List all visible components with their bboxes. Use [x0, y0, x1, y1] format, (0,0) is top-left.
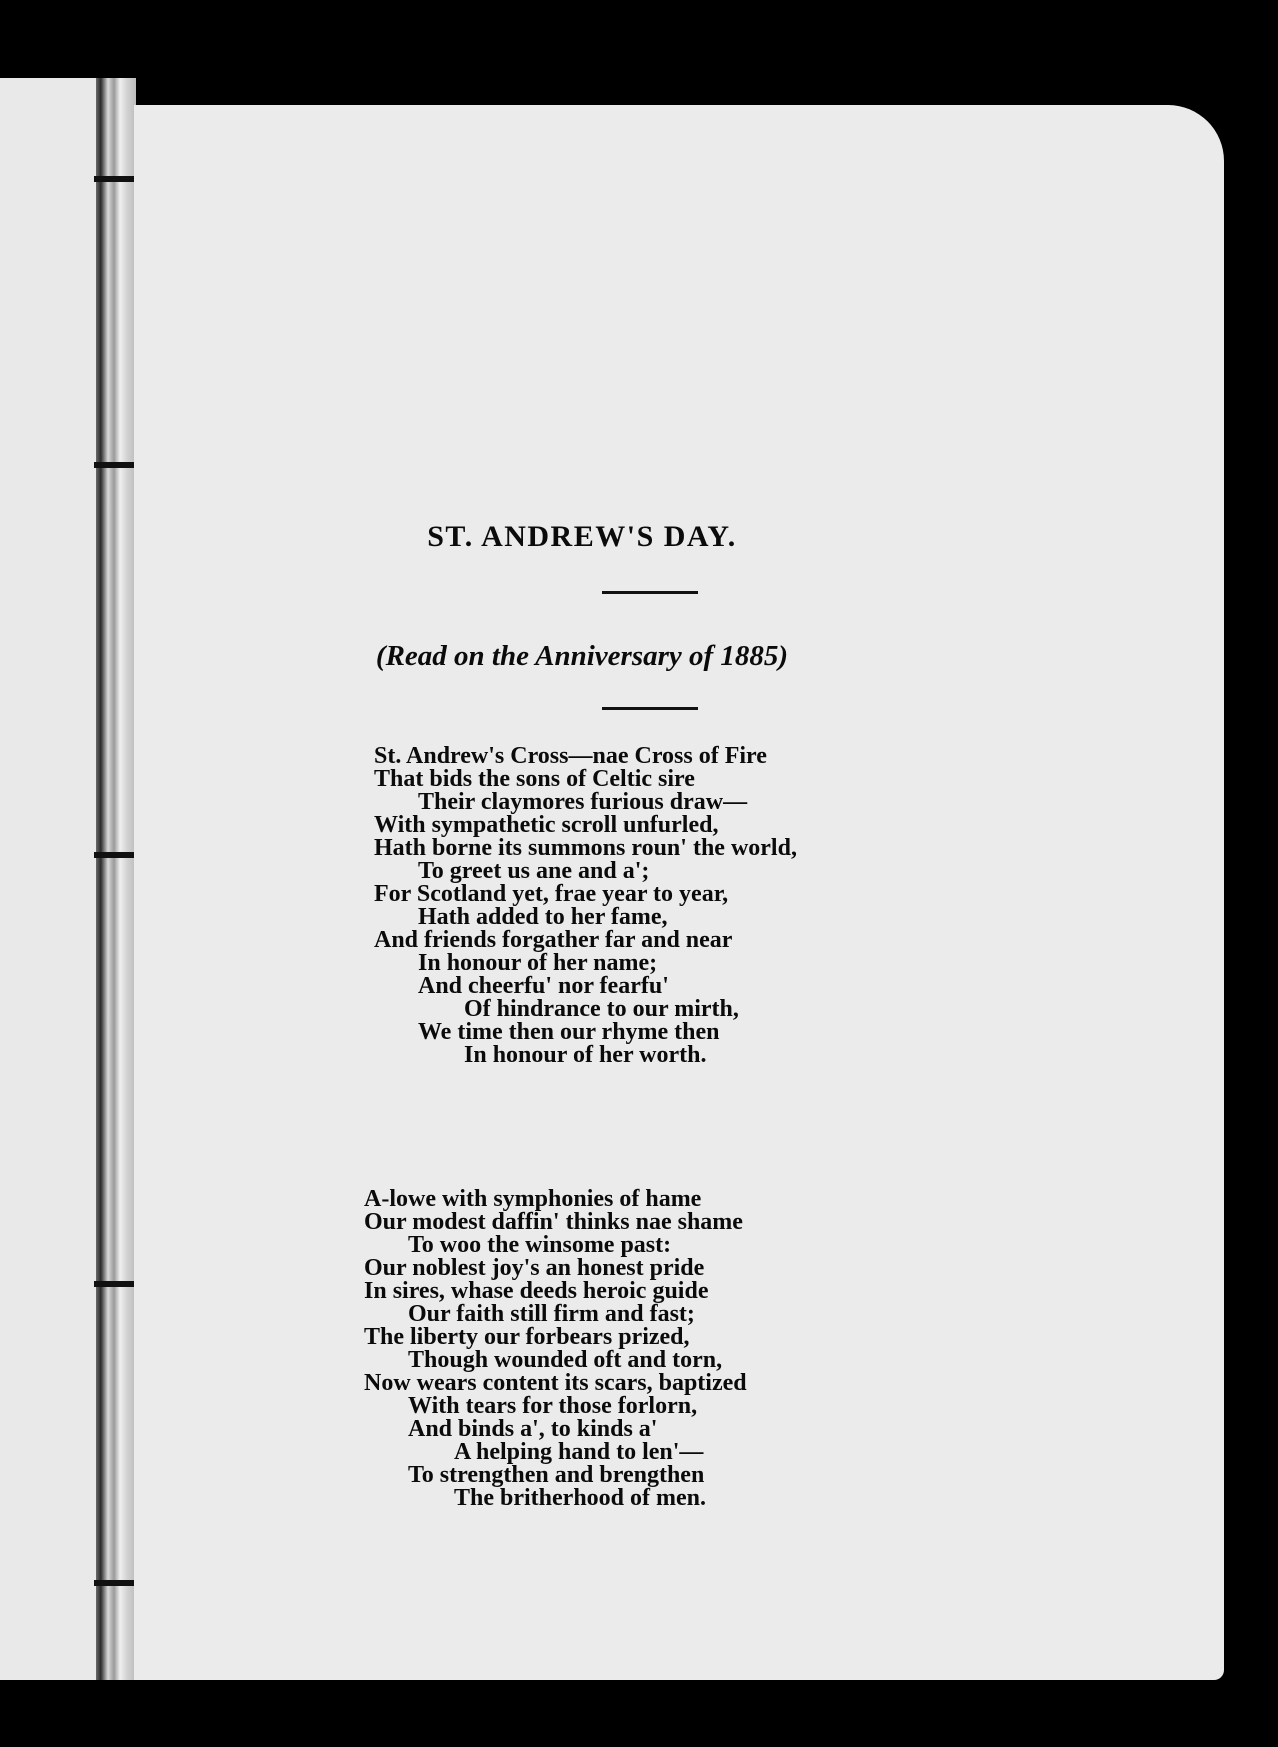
poem-line: The britherhood of men.: [454, 1485, 706, 1511]
title-rule: [602, 591, 698, 594]
poem-line: Though wounded oft and torn,: [408, 1347, 723, 1373]
poem-line: And cheerfu' nor fearfu': [418, 973, 669, 999]
subtitle-rule: [602, 707, 698, 710]
poem-line: Our modest daffin' thinks nae shame: [364, 1209, 743, 1235]
binding-stitch: [94, 852, 134, 858]
book-spine: [96, 78, 136, 1680]
poem-line: And friends forgather far and near: [374, 927, 733, 953]
poem-line: Hath borne its summons roun' the world,: [374, 835, 797, 861]
book-page: [134, 105, 1224, 1680]
poem-line: To greet us ane and a';: [418, 858, 650, 884]
poem-line: To strengthen and brengthen: [408, 1462, 705, 1488]
poem-line: That bids the sons of Celtic sire: [374, 766, 695, 792]
binding-stitch: [94, 1580, 134, 1586]
poem-title: ST. ANDREW'S DAY.: [427, 520, 737, 553]
poem-line: In sires, whase deeds heroic guide: [364, 1278, 709, 1304]
poem-line: And binds a', to kinds a': [408, 1416, 658, 1442]
poem-subtitle: (Read on the Anniversary of 1885): [375, 640, 789, 672]
binding-stitch: [94, 176, 134, 182]
poem-line: A helping hand to len'—: [454, 1439, 704, 1465]
binding-stitch: [94, 1281, 134, 1287]
poem-line: Of hindrance to our mirth,: [464, 996, 739, 1022]
poem-line: With sympathetic scroll unfurled,: [374, 812, 719, 838]
poem-line: Hath added to her fame,: [418, 904, 668, 930]
poem-line: A-lowe with symphonies of hame: [364, 1186, 702, 1212]
poem-line: In honour of her worth.: [464, 1042, 707, 1068]
poem-line: For Scotland yet, frae year to year,: [374, 881, 729, 907]
poem-line: The liberty our forbears prized,: [364, 1324, 690, 1350]
poem-line: We time then our rhyme then: [418, 1019, 720, 1045]
poem-line: Their claymores furious draw—: [418, 789, 748, 815]
poem-line: With tears for those forlorn,: [408, 1393, 698, 1419]
poem-line: Our faith still firm and fast;: [408, 1301, 695, 1327]
poem-line: Our noblest joy's an honest pride: [364, 1255, 705, 1281]
poem-line: Now wears content its scars, baptized: [364, 1370, 747, 1396]
poem-line: To woo the winsome past:: [408, 1232, 672, 1258]
poem-line: St. Andrew's Cross—nae Cross of Fire: [374, 743, 767, 769]
stanza-2: [364, 1188, 747, 1510]
poem-line: In honour of her name;: [418, 950, 658, 976]
binding-stitch: [94, 462, 134, 468]
stanza-1: [374, 745, 797, 1067]
